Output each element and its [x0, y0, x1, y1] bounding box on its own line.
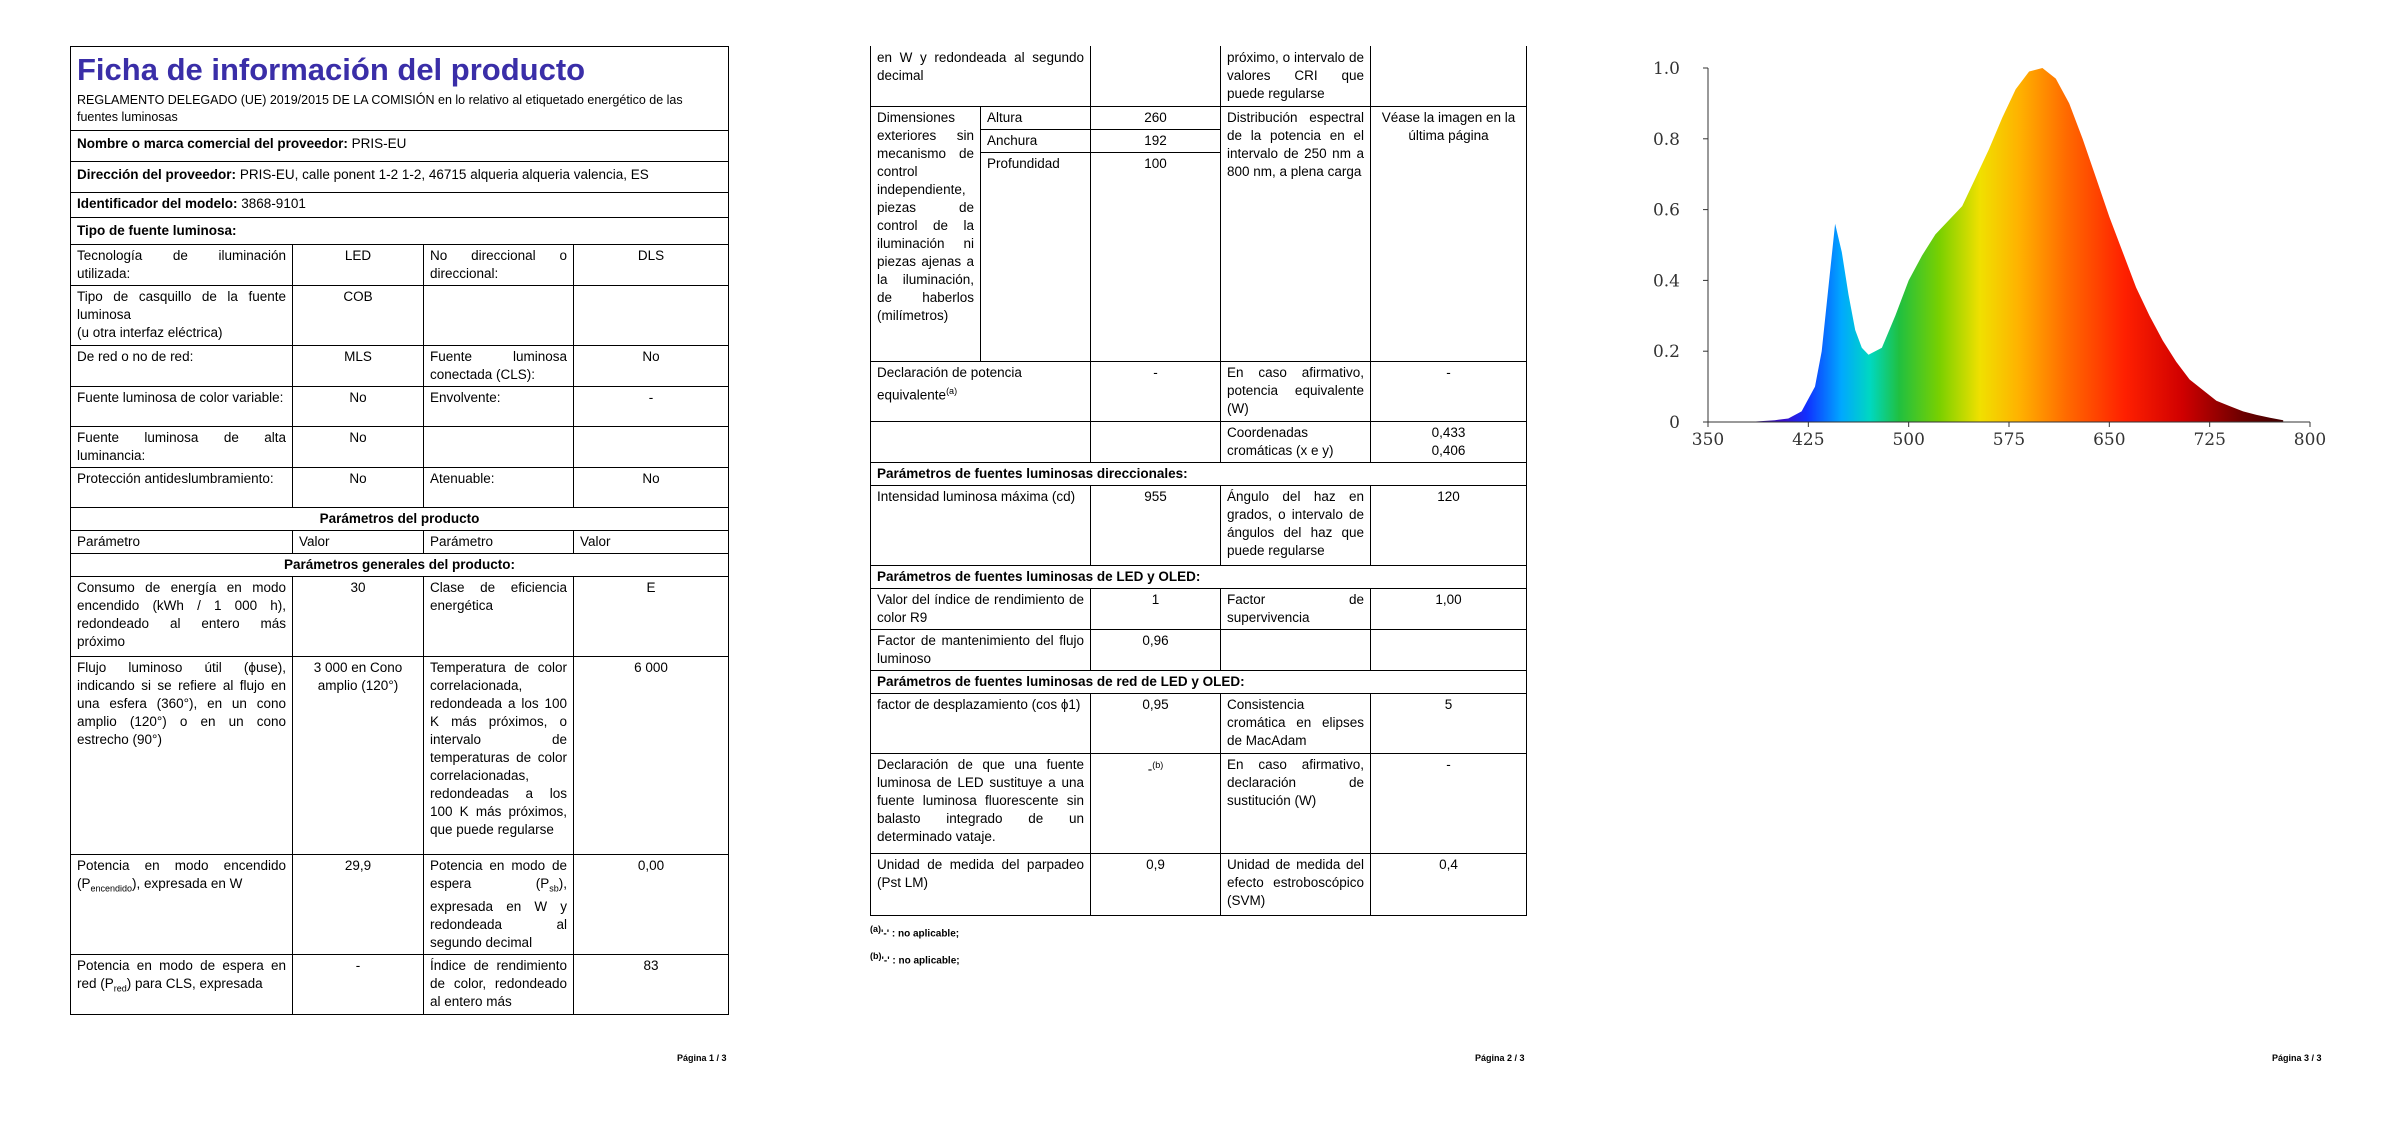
- networked-standby-value: -: [293, 955, 424, 1015]
- cap-label: Tipo de casquillo de la fuente luminosa (u otra interfaz eléctrica): [71, 286, 293, 346]
- general-params-heading: Parámetros generales del producto:: [71, 554, 729, 577]
- spd-value: Véase la imagen en la última página: [1371, 107, 1527, 362]
- standby-power-label: Potencia en modo de espera $(P_{sb})$, expresada en W y redondeada al segundo decimal: [424, 855, 574, 955]
- width-label: Anchura: [981, 130, 1091, 153]
- cls-value: No: [574, 346, 729, 387]
- r9-value: 1: [1091, 588, 1221, 629]
- x-tick-label: 650: [2093, 430, 2126, 450]
- page-number: Página 2 / 3: [1475, 1053, 1525, 1063]
- replacement-yes-label: En caso afirmativo, declaración de sustitución (W): [1221, 753, 1371, 853]
- cct-label: Temperatura de color correlacionada, redondeada a los 100 K más próximos, o intervalo de temperaturas de color correlacionadas, redondeadas a los 100 K más próximos, que puede regularse: [424, 657, 574, 855]
- dimensions-label: Dimensiones exteriores sin mecanismo de control independiente, piezas de control de la iluminación ni piezas ajenas a la iluminación, de haberlos (milímetros): [871, 107, 981, 362]
- cri-label: Índice de rendimiento de color, redondeado al entero más: [424, 955, 574, 1015]
- high-luminance-value: No: [293, 427, 424, 468]
- directional-label: No direccional o direccional:: [424, 245, 574, 286]
- dimmable-value: No: [574, 468, 729, 508]
- cont-left-label: en W y redondeada al segundo decimal: [871, 39, 1091, 107]
- equivalent-power-label: Declaración de potencia equivalente$^{(a)}$: [871, 361, 1091, 421]
- survival-value: 1,00: [1371, 588, 1527, 629]
- high-luminance-label: Fuente luminosa de alta luminancia:: [71, 427, 293, 468]
- networked-standby-label: Potencia en modo de espera en red $(P_{red})$ para CLS, expresada: [71, 955, 293, 1015]
- empty-cell: [424, 286, 574, 346]
- product-info-table-part2: [870, 38, 1527, 916]
- x-tick-label: 800: [2293, 430, 2327, 450]
- replacement-label: Declaración de que una fuente luminosa de LED sustituye a una fuente luminosa fluorescente sin balasto integrado de un determinado vataje.: [871, 753, 1091, 853]
- spectrum-area: [1748, 68, 2283, 422]
- empty-cell: [1371, 629, 1527, 670]
- efficiency-class-value: E: [574, 577, 729, 657]
- depth-label: Profundidad: [981, 153, 1091, 176]
- tech-label: Tecnología de iluminación utilizada:: [71, 245, 293, 286]
- page-2: [794, 0, 1588, 1123]
- x-tick-label: 575: [1992, 430, 2026, 450]
- y-tick-label: 0.8: [1652, 129, 1680, 150]
- empty-cell: [574, 286, 729, 346]
- envelope-label: Envolvente:: [424, 387, 574, 427]
- page-number: Página 1 / 3: [677, 1053, 727, 1063]
- empty-cell: [981, 175, 1091, 361]
- consumption-value: 30: [293, 577, 424, 657]
- empty-cell: [1221, 629, 1371, 670]
- mains-led-heading: Parámetros de fuentes luminosas de red de LED y OLED:: [871, 670, 1527, 693]
- chromaticity-label: Coordenadas cromáticas (x e y): [1221, 421, 1371, 462]
- flicker-label: Unidad de medida del parpadeo (Pst LM): [871, 853, 1091, 915]
- x-tick-label: 500: [1892, 430, 1925, 450]
- peak-intensity-value: 955: [1091, 485, 1221, 565]
- cls-label: Fuente luminosa conectada (CLS):: [424, 346, 574, 387]
- supplier-name-row: Nombre o marca comercial del proveedor: PRIS-EU: [71, 131, 729, 162]
- page-3: [1588, 0, 2382, 1123]
- empty-cell: [424, 427, 574, 468]
- anti-glare-label: Protección antideslumbramiento:: [71, 468, 293, 508]
- header-parameter: Parámetro: [424, 531, 574, 554]
- flicker-value: 0,9: [1091, 853, 1221, 915]
- beam-angle-label: Ángulo del haz en grados, o intervalo de ángulos del haz que puede regularse: [1221, 485, 1371, 565]
- stroboscopic-label: Unidad de medida del efecto estroboscópico (SVM): [1221, 853, 1371, 915]
- mains-label: De red o no de red:: [71, 346, 293, 387]
- footnote-a: $^{(a)}$'-' : no aplicable;: [870, 924, 960, 940]
- colour-consistency-value: 5: [1371, 693, 1527, 753]
- x-tick-label: 425: [1792, 430, 1825, 450]
- tech-value: LED: [293, 245, 424, 286]
- led-heading: Parámetros de fuentes luminosas de LED y OLED:: [871, 565, 1527, 588]
- r9-label: Valor del índice de rendimiento de color R9: [871, 588, 1091, 629]
- page-title: Ficha de información del producto: [77, 52, 586, 87]
- colour-consistency-label: Consistencia cromática en elipses de MacAdam: [1221, 693, 1371, 753]
- spd-label: Distribución espectral de la potencia en el intervalo de 250 nm a 800 nm, a plena carga: [1221, 107, 1371, 362]
- y-tick-label: 0.4: [1652, 271, 1680, 292]
- tunable-value: No: [293, 387, 424, 427]
- model-id: 3868-9101: [241, 196, 306, 211]
- empty-cell: [1091, 39, 1221, 107]
- equivalent-power-value: -: [1091, 361, 1221, 421]
- directional-value: DLS: [574, 245, 729, 286]
- dimmable-label: Atenuable:: [424, 468, 574, 508]
- cont-right-label: próximo, o intervalo de valores CRI que puede regularse: [1221, 39, 1371, 107]
- product-params-heading: Parámetros del producto: [71, 508, 729, 531]
- useful-flux-label: Flujo luminoso útil (ϕuse), indicando si se refiere al flujo en una esfera (360°), en un cono amplio (120°) o en un cono estrecho (90°): [71, 657, 293, 855]
- on-mode-power-value: 29,9: [293, 855, 424, 955]
- replacement-value: -$^{(b)}$: [1091, 753, 1221, 853]
- cri-value: 83: [574, 955, 729, 1015]
- y-tick-label: 0.2: [1652, 342, 1680, 363]
- supplier-name: PRIS-EU: [351, 136, 407, 151]
- standby-power-value: 0,00: [574, 855, 729, 955]
- x-tick-label: 350: [1691, 430, 1725, 450]
- page-number: Página 3 / 3: [2272, 1053, 2322, 1063]
- beam-angle-value: 120: [1371, 485, 1527, 565]
- model-row: Identificador del modelo: 3868-9101: [71, 193, 729, 218]
- page-1: [0, 0, 794, 1123]
- y-tick-label: 0: [1669, 413, 1680, 433]
- displacement-value: 0,95: [1091, 693, 1221, 753]
- width-value: 192: [1091, 130, 1221, 153]
- y-tick-label: 0.6: [1652, 200, 1680, 221]
- chromaticity-value: 0,433 0,406: [1371, 421, 1527, 462]
- peak-intensity-label: Intensidad luminosa máxima (cd): [871, 485, 1091, 565]
- consumption-label: Consumo de energía en modo encendido (kWh / 1 000 h), redondeado al entero más próximo: [71, 577, 293, 657]
- depth-value: 100: [1091, 153, 1221, 176]
- directional-heading: Parámetros de fuentes luminosas direccionales:: [871, 462, 1527, 485]
- maintenance-label: Factor de mantenimiento del flujo luminoso: [871, 629, 1091, 670]
- footnote-b: $^{(b)}$'-' : no aplicable;: [870, 951, 960, 967]
- displacement-label: factor de desplazamiento (cos ϕ1): [871, 693, 1091, 753]
- product-info-table-part1: [70, 46, 729, 1015]
- spectral-distribution-chart: [1588, 40, 2348, 480]
- empty-cell: [1091, 175, 1221, 361]
- regulation-text: REGLAMENTO DELEGADO (UE) 2019/2015 DE LA COMISIÓN en lo relativo al etiquetado energético de las fuentes luminosas: [77, 93, 683, 124]
- anti-glare-value: No: [293, 468, 424, 508]
- y-tick-label: 1.0: [1652, 59, 1680, 79]
- cct-value: 6 000: [574, 657, 729, 855]
- mains-value: MLS: [293, 346, 424, 387]
- equivalent-yes-value: -: [1371, 361, 1527, 421]
- maintenance-value: 0,96: [1091, 629, 1221, 670]
- tunable-label: Fuente luminosa de color variable:: [71, 387, 293, 427]
- stroboscopic-value: 0,4: [1371, 853, 1527, 915]
- envelope-value: -: [574, 387, 729, 427]
- supplier-address: PRIS-EU, calle ponent 1-2 1-2, 46715 alqueria alqueria valencia, ES: [239, 167, 649, 182]
- efficiency-class-label: Clase de eficiencia energética: [424, 577, 574, 657]
- header-value: Valor: [574, 531, 729, 554]
- on-mode-power-label: Potencia en modo encendido $(P_{encendido})$, expresada en W: [71, 855, 293, 955]
- empty-cell: [1371, 39, 1527, 107]
- equivalent-yes-label: En caso afirmativo, potencia equivalente (W): [1221, 361, 1371, 421]
- survival-label: Factor de supervivencia: [1221, 588, 1371, 629]
- header-value: Valor: [293, 531, 424, 554]
- height-value: 260: [1091, 107, 1221, 130]
- empty-cell: [574, 427, 729, 468]
- height-label: Altura: [981, 107, 1091, 130]
- cap-value: COB: [293, 286, 424, 346]
- replacement-yes-value: -: [1371, 753, 1527, 853]
- supplier-address-row: Dirección del proveedor: PRIS-EU, calle ponent 1-2 1-2, 46715 alqueria alqueria valencia, ES: [71, 162, 729, 193]
- light-source-type-heading: Tipo de fuente luminosa:: [71, 218, 729, 245]
- empty-cell: [871, 421, 1091, 462]
- footnotes: [870, 918, 960, 973]
- empty-cell: [1091, 421, 1221, 462]
- header-parameter: Parámetro: [71, 531, 293, 554]
- useful-flux-value: 3 000 en Cono amplio (120°): [293, 657, 424, 855]
- x-tick-label: 725: [2193, 430, 2226, 450]
